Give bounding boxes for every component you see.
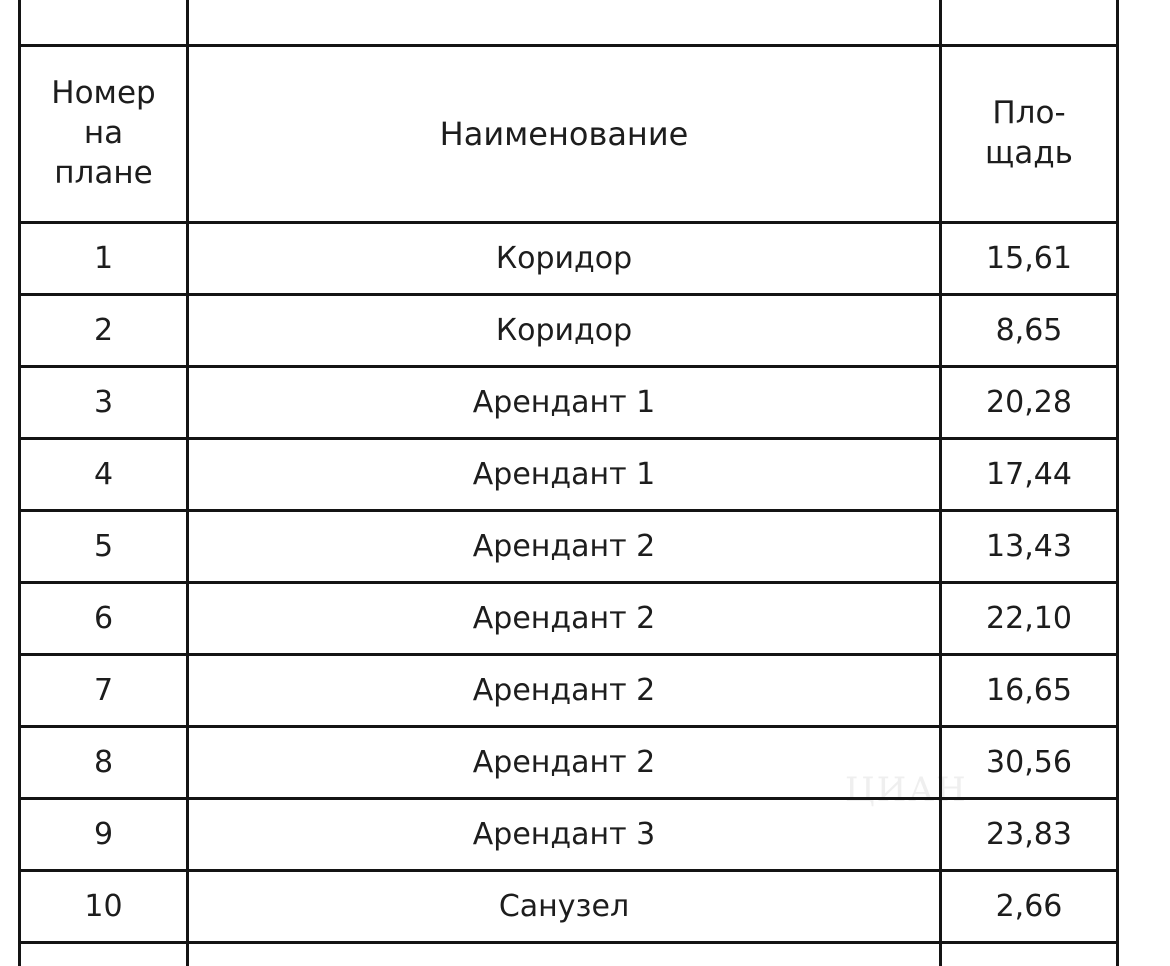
- cell-number: 1: [20, 223, 188, 295]
- cell-name: Арендант 2: [188, 511, 941, 583]
- header-cell-area: [941, 46, 1118, 223]
- table-row: [20, 583, 1118, 655]
- cell-name: Коридор: [188, 223, 941, 295]
- stub-cell-middle: [188, 0, 941, 46]
- header-number-line-2: на: [21, 114, 186, 154]
- cell-area: 23,83: [941, 799, 1118, 871]
- table-row: [20, 799, 1118, 871]
- room-schedule-table: [18, 0, 1119, 966]
- cell-name: Арендант 2: [188, 655, 941, 727]
- cell-name: Арендант 1: [188, 367, 941, 439]
- cell-number: 6: [20, 583, 188, 655]
- cell-number: 2: [20, 295, 188, 367]
- room-schedule-table-container: [18, 0, 1116, 966]
- header-number-line-3: плане: [21, 154, 186, 194]
- table-row: [20, 511, 1118, 583]
- clipped-cell-name: [188, 943, 941, 966]
- header-number-line-1: Номер: [21, 74, 186, 114]
- table-row: [20, 655, 1118, 727]
- cell-area: 20,28: [941, 367, 1118, 439]
- cell-area: 30,56: [941, 727, 1118, 799]
- header-area-line-1: Пло-: [942, 94, 1116, 134]
- table-row: [20, 439, 1118, 511]
- table-body: [20, 0, 1118, 966]
- cell-area: 2,66: [941, 871, 1118, 943]
- cell-number: 10: [20, 871, 188, 943]
- cell-name: Арендант 2: [188, 583, 941, 655]
- cell-number: 7: [20, 655, 188, 727]
- cell-number: 9: [20, 799, 188, 871]
- cell-name: Санузел: [188, 871, 941, 943]
- header-cell-number: [20, 46, 188, 223]
- stub-cell-left: [20, 0, 188, 46]
- cell-name: Арендант 1: [188, 439, 941, 511]
- stub-cell-right: [941, 0, 1118, 46]
- table-row: [20, 367, 1118, 439]
- table-top-stub-row: [20, 0, 1118, 46]
- cell-area: 16,65: [941, 655, 1118, 727]
- cell-name: Арендант 3: [188, 799, 941, 871]
- clipped-cell-number: [20, 943, 188, 966]
- table-header-row: [20, 46, 1118, 223]
- cell-number: 5: [20, 511, 188, 583]
- header-area-line-2: щадь: [942, 134, 1116, 174]
- watermark-text: ЦИАН: [845, 770, 968, 810]
- cell-name: Арендант 2: [188, 727, 941, 799]
- table-row: [20, 223, 1118, 295]
- cell-area: 13,43: [941, 511, 1118, 583]
- table-row: [20, 727, 1118, 799]
- cell-area: 22,10: [941, 583, 1118, 655]
- cell-name: Коридор: [188, 295, 941, 367]
- cell-number: 3: [20, 367, 188, 439]
- clipped-cell-area: [941, 943, 1118, 966]
- header-cell-name: Наименование: [188, 46, 941, 223]
- cell-number: 8: [20, 727, 188, 799]
- table-row: [20, 871, 1118, 943]
- table-row-clipped: [20, 943, 1118, 966]
- cell-area: 17,44: [941, 439, 1118, 511]
- table-row: [20, 295, 1118, 367]
- cell-area: 15,61: [941, 223, 1118, 295]
- cell-number: 4: [20, 439, 188, 511]
- cell-area: 8,65: [941, 295, 1118, 367]
